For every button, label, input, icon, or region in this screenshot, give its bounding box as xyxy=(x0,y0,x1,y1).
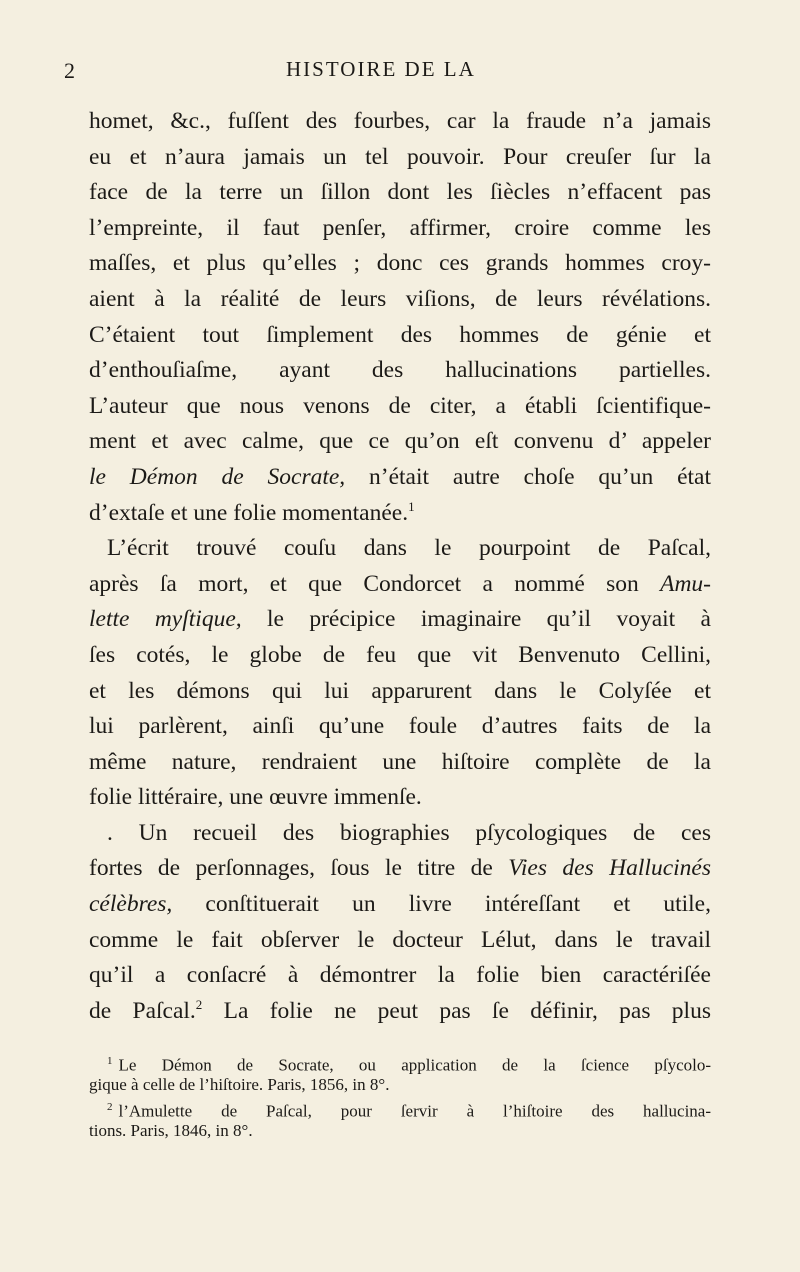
text-fragment: n’était autre choſe qu’un état xyxy=(345,463,711,490)
page-number: 2 xyxy=(64,58,75,83)
text-line: d’enthouſiaſme, ayant des hallucinations partielles. xyxy=(89,357,711,384)
text-line: l’empreinte, il faut penſer, affirmer, croire comme les xyxy=(89,214,711,241)
text-line: eu et n’aura jamais un tel pouvoir. Pour creuſer ſur la xyxy=(89,143,711,170)
text-line: C’étaient tout ſimplement des hommes de génie et xyxy=(89,321,711,348)
text-line: maſſes, et plus qu’elles ; donc ces grands hommes croy- xyxy=(89,250,711,277)
text-line xyxy=(89,460,711,496)
italic-title: Vies des Hallucinés xyxy=(508,855,711,882)
footnote-line: tions. Paris, 1846, in 8°. xyxy=(89,1121,253,1140)
text-line: même nature, rendraient une hiſtoire complète de la xyxy=(89,748,711,775)
italic-title: célèbres, xyxy=(89,891,173,918)
footnote-text: l’Amulette de Paſcal, pour ſervir à l’hiſtoire des hallucina- xyxy=(118,1101,711,1121)
body-text xyxy=(89,104,711,1029)
italic-title: le Démon de Socrate, xyxy=(89,463,346,490)
footnotes xyxy=(89,1050,711,1142)
text-line: lui parlèrent, ainſi qu’une foule d’autres faits de la xyxy=(89,713,711,740)
text-line: . Un recueil des biographies pſycologiques de ces xyxy=(107,819,711,846)
footnote-mark: 2 xyxy=(107,1101,113,1113)
text-fragment: La folie ne peut pas ſe définir, pas plus xyxy=(202,997,711,1024)
running-head: HISTOIRE DE LA xyxy=(286,57,476,81)
footnote-line: gique à celle de l’hiſtoire. Paris, 1856, in 8°. xyxy=(89,1075,390,1094)
footnote-reference: 2 xyxy=(195,997,203,1013)
footnote-reference: 1 xyxy=(408,498,415,514)
text-line: comme le fait obſerver le docteur Lélut, dans le travail xyxy=(89,926,711,953)
italic-title: Amu- xyxy=(660,570,711,597)
text-line xyxy=(89,567,711,603)
text-line xyxy=(89,851,711,887)
text-line: folie littéraire, une œuvre immenſe. xyxy=(89,784,422,811)
text-line xyxy=(89,602,711,638)
text-line: qu’il a conſacré à démontrer la folie bien caractériſée xyxy=(89,962,711,989)
footnote-line xyxy=(89,1050,711,1073)
text-fragment: après ſa mort, et que Condorcet a nommé son xyxy=(89,570,661,597)
footnote-mark: 1 xyxy=(107,1055,113,1067)
text-fragment: conſtituerait un livre intéreſſant et utile, xyxy=(172,891,711,918)
text-line: et les démons qui lui apparurent dans le Colyſée et xyxy=(89,677,711,704)
text-fragment: fortes de perſonnages, ſous le titre de xyxy=(89,855,509,882)
footnote-text: Le Démon de Socrate, ou application de la ſcience pſycolo- xyxy=(118,1055,711,1075)
text-line: aient à la réalité de leurs viſions, de leurs révélations. xyxy=(89,285,711,312)
text-fragment: de Paſcal. xyxy=(89,997,196,1024)
text-line: face de la terre un ſillon dont les ſiècles n’effacent pas xyxy=(89,179,711,206)
text-line xyxy=(89,887,711,923)
text-fragment: d’extaſe et une folie momentanée. xyxy=(89,499,409,526)
text-line xyxy=(89,496,711,532)
text-line: ſes cotés, le globe de feu que vit Benvenuto Cellini, xyxy=(89,641,711,668)
text-line: L’auteur que nous venons de citer, a établi ſcientifique- xyxy=(89,392,711,419)
text-line xyxy=(89,994,711,1030)
text-line: ment et avec calme, que ce qu’on eſt convenu d’ appeler xyxy=(89,428,711,455)
footnote-line xyxy=(89,1096,711,1119)
italic-title: lette myſtique, xyxy=(89,606,242,633)
text-fragment: le précipice imaginaire qu’il voyait à xyxy=(241,606,711,633)
text-line: L’écrit trouvé couſu dans le pourpoint de Paſcal, xyxy=(107,535,711,562)
text-line: homet, &c., fuſſent des fourbes, car la fraude n’a jamais xyxy=(89,108,711,134)
